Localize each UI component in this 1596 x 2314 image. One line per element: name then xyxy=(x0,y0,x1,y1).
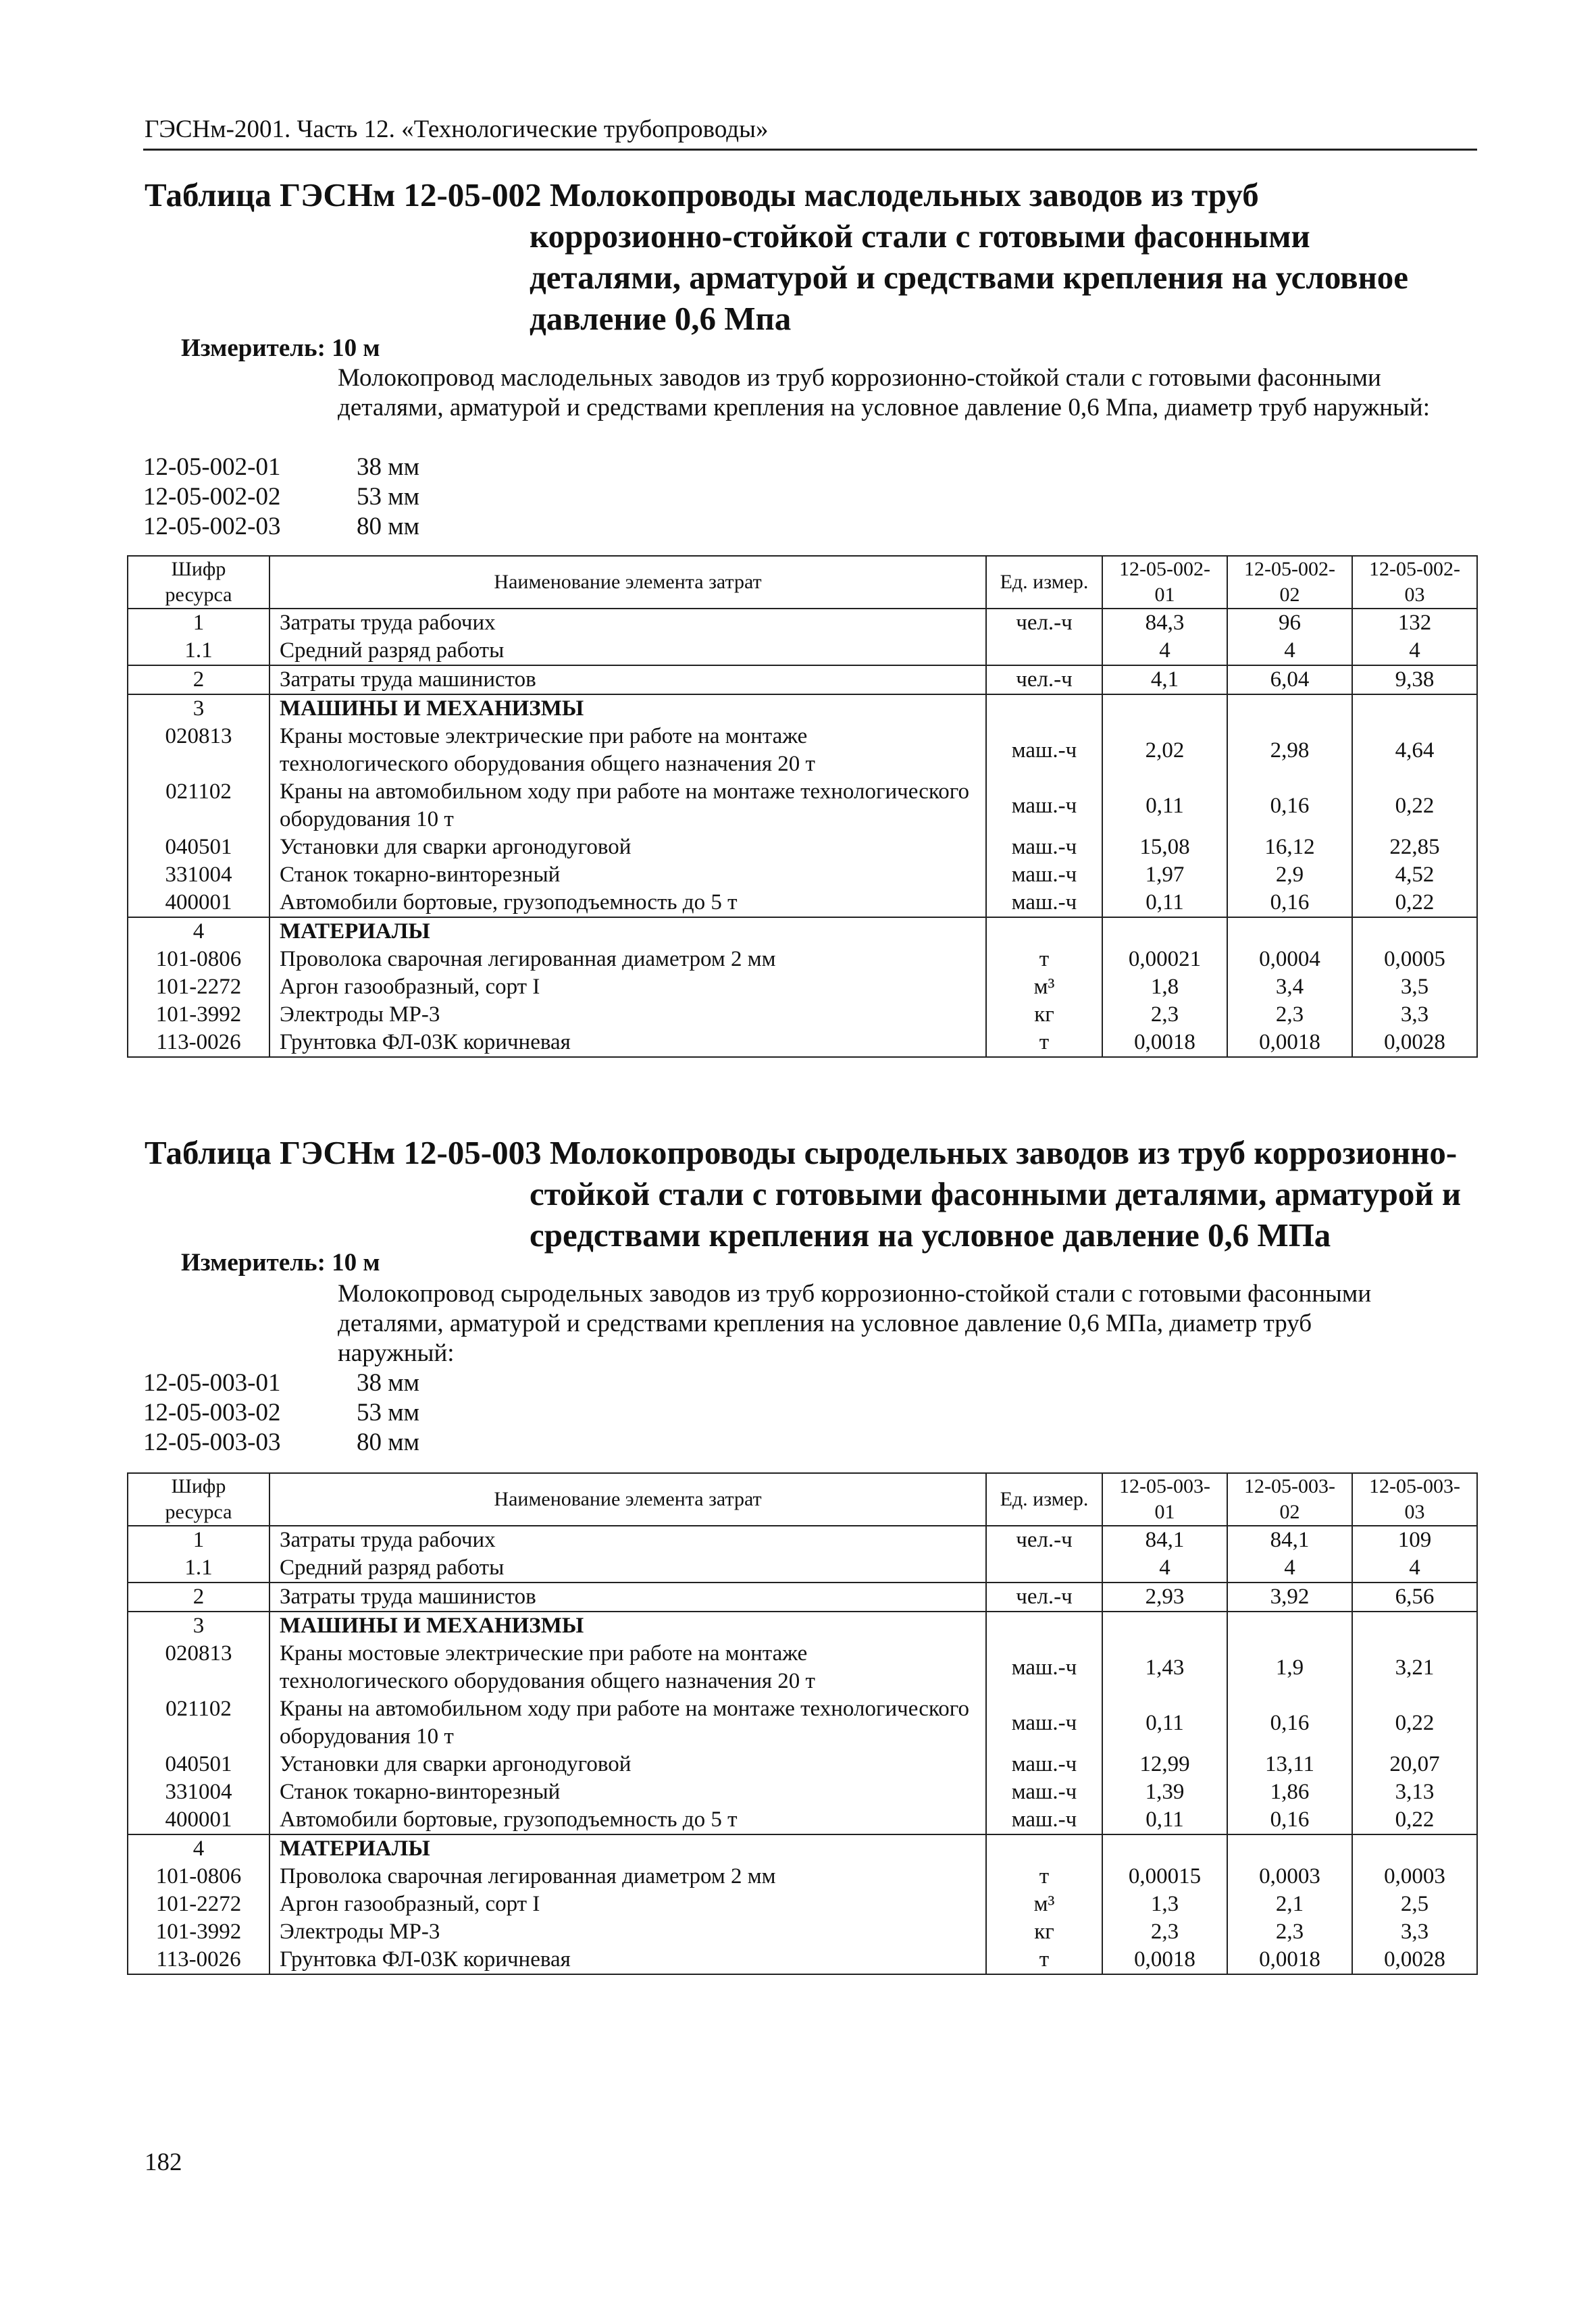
cell-cost-element: Краны мостовые электрические при работе на монтаже технологического оборудования общего назначения 20 т xyxy=(269,1640,986,1695)
description-1: Молокопровод маслодельных заводов из труб коррозионно-стойкой стали с готовыми фасонными деталями, арматурой и средствами крепления на условное давление 0,6 Мпа, диаметр труб наружный: xyxy=(338,364,1430,421)
variant-code: 12-05-003-01 xyxy=(143,1369,281,1397)
cell-unit: т xyxy=(986,946,1102,973)
table-row xyxy=(128,694,1477,723)
cell-cost-element: Грунтовка ФЛ-03К коричневая xyxy=(269,1946,986,1974)
cell-value: 1,9 xyxy=(1227,1640,1352,1695)
cell-value xyxy=(1352,917,1477,946)
cell-resource-code: 3 xyxy=(128,1612,269,1640)
cell-value: 12,99 xyxy=(1102,1751,1227,1778)
cell-value: 84,1 xyxy=(1102,1526,1227,1554)
table-title-2 xyxy=(145,1132,1468,1256)
cell-value: 0,16 xyxy=(1227,889,1352,917)
cell-value: 96 xyxy=(1227,609,1352,637)
cell-unit: маш.-ч xyxy=(986,1778,1102,1806)
cell-resource-code: 3 xyxy=(128,694,269,723)
variant-row xyxy=(143,1398,419,1428)
cell-unit: маш.-ч xyxy=(986,1751,1102,1778)
variant-code: 12-05-002-02 xyxy=(143,483,281,511)
col-code-header: Шифр ресурса xyxy=(128,1473,269,1526)
cell-value: 13,11 xyxy=(1227,1751,1352,1778)
table-row xyxy=(128,1834,1477,1863)
table-row xyxy=(128,833,1477,861)
variant-value: 80 мм xyxy=(357,1429,420,1456)
cell-value: 3,3 xyxy=(1352,1001,1477,1029)
table-row xyxy=(128,889,1477,917)
cell-resource-code: 020813 xyxy=(128,1640,269,1695)
cell-value: 1,8 xyxy=(1102,973,1227,1001)
variant-row xyxy=(143,482,419,512)
cell-value xyxy=(1227,917,1352,946)
cell-resource-code: 113-0026 xyxy=(128,1029,269,1057)
cell-value xyxy=(1227,1612,1352,1640)
cell-cost-element: Краны на автомобильном ходу при работе на монтаже технологического оборудования 10 т xyxy=(269,1695,986,1751)
cell-value: 0,0018 xyxy=(1227,1946,1352,1974)
variants-1 xyxy=(143,453,419,542)
table-title-1-rest: коррозионно-стойкой стали с готовыми фасонными деталями, арматурой и средствами крепления на условное давление 0,6 Мпа xyxy=(530,217,1409,337)
cell-unit: кг xyxy=(986,1918,1102,1946)
table-row xyxy=(128,946,1477,973)
col-variant-header: 12-05-003-01 xyxy=(1102,1473,1227,1526)
cell-unit: чел.-ч xyxy=(986,1583,1102,1612)
col-unit-header: Ед. измер. xyxy=(986,556,1102,609)
cell-value: 0,0003 xyxy=(1227,1863,1352,1891)
table-row xyxy=(128,609,1477,637)
cell-value: 0,11 xyxy=(1102,778,1227,833)
page-number: 182 xyxy=(145,2149,182,2176)
cell-value: 16,12 xyxy=(1227,833,1352,861)
table-row xyxy=(128,1526,1477,1554)
table-title-1 xyxy=(145,174,1468,339)
cell-resource-code: 331004 xyxy=(128,1778,269,1806)
cell-value: 1,3 xyxy=(1102,1891,1227,1918)
table-row xyxy=(128,1029,1477,1057)
cell-unit xyxy=(986,694,1102,723)
cell-value: 1,39 xyxy=(1102,1778,1227,1806)
cell-value: 20,07 xyxy=(1352,1751,1477,1778)
table-row xyxy=(128,1001,1477,1029)
resource-table-2 xyxy=(127,1472,1478,1975)
cell-value: 4 xyxy=(1352,637,1477,665)
cell-cost-element: Затраты труда машинистов xyxy=(269,665,986,694)
cell-resource-code: 021102 xyxy=(128,778,269,833)
cell-value: 4 xyxy=(1227,637,1352,665)
cell-resource-code: 040501 xyxy=(128,833,269,861)
cell-value xyxy=(1352,1612,1477,1640)
col-variant-header: 12-05-003-02 xyxy=(1227,1473,1352,1526)
cell-value: 22,85 xyxy=(1352,833,1477,861)
cell-unit: т xyxy=(986,1946,1102,1974)
col-variant-header: 12-05-003-03 xyxy=(1352,1473,1477,1526)
cell-value: 3,21 xyxy=(1352,1640,1477,1695)
variant-row xyxy=(143,1368,419,1398)
table-row xyxy=(128,723,1477,778)
variants-2 xyxy=(143,1368,419,1458)
cell-cost-element: Электроды МР-3 xyxy=(269,1918,986,1946)
table-row xyxy=(128,1751,1477,1778)
cell-resource-code: 400001 xyxy=(128,889,269,917)
cell-value: 0,11 xyxy=(1102,1695,1227,1751)
cell-resource-code: 400001 xyxy=(128,1806,269,1834)
cell-resource-code: 2 xyxy=(128,665,269,694)
cell-value: 0,16 xyxy=(1227,1695,1352,1751)
col-unit-header: Ед. измер. xyxy=(986,1473,1102,1526)
table-row xyxy=(128,1695,1477,1751)
cell-value xyxy=(1227,694,1352,723)
cell-value: 3,13 xyxy=(1352,1778,1477,1806)
cell-unit: кг xyxy=(986,1001,1102,1029)
cell-cost-element: Установки для сварки аргонодуговой xyxy=(269,833,986,861)
cell-value: 2,3 xyxy=(1227,1918,1352,1946)
cell-value: 4 xyxy=(1102,1554,1227,1583)
cell-cost-element: Аргон газообразный, сорт I xyxy=(269,1891,986,1918)
cell-value: 2,3 xyxy=(1102,1918,1227,1946)
cell-value: 0,22 xyxy=(1352,778,1477,833)
cell-cost-element: Грунтовка ФЛ-03К коричневая xyxy=(269,1029,986,1057)
meter-2-label: Измеритель: xyxy=(181,1249,326,1277)
cell-value: 4 xyxy=(1352,1554,1477,1583)
variant-value: 38 мм xyxy=(357,1369,420,1397)
table-title-1-first: Таблица ГЭСНм 12-05-002 Молокопроводы маслодельных заводов из труб xyxy=(145,176,1259,213)
cell-value: 132 xyxy=(1352,609,1477,637)
col-variant-header: 12-05-002-01 xyxy=(1102,556,1227,609)
cell-value: 2,93 xyxy=(1102,1583,1227,1612)
cell-unit: маш.-ч xyxy=(986,861,1102,889)
col-variant-header: 12-05-002-03 xyxy=(1352,556,1477,609)
cell-unit: т xyxy=(986,1029,1102,1057)
table-row xyxy=(128,1806,1477,1834)
cell-cost-element: МАШИНЫ И МЕХАНИЗМЫ xyxy=(269,694,986,723)
cell-resource-code: 020813 xyxy=(128,723,269,778)
variant-code: 12-05-003-03 xyxy=(143,1429,281,1456)
col-name-header: Наименование элемента затрат xyxy=(269,556,986,609)
cell-unit: маш.-ч xyxy=(986,1695,1102,1751)
cell-cost-element: Установки для сварки аргонодуговой xyxy=(269,1751,986,1778)
cell-unit: м³ xyxy=(986,1891,1102,1918)
variant-row xyxy=(143,1428,419,1458)
cell-resource-code: 021102 xyxy=(128,1695,269,1751)
cell-cost-element: МАТЕРИАЛЫ xyxy=(269,1834,986,1863)
header-rule xyxy=(143,149,1477,151)
cell-cost-element: Средний разряд работы xyxy=(269,637,986,665)
cell-value: 4 xyxy=(1102,637,1227,665)
cell-resource-code: 1.1 xyxy=(128,637,269,665)
resource-table-1 xyxy=(127,555,1478,1058)
meter-1-value: 10 м xyxy=(332,334,380,362)
cell-value: 2,02 xyxy=(1102,723,1227,778)
cell-value: 0,11 xyxy=(1102,889,1227,917)
cell-unit: маш.-ч xyxy=(986,889,1102,917)
cell-resource-code: 101-0806 xyxy=(128,1863,269,1891)
cell-value: 3,5 xyxy=(1352,973,1477,1001)
cell-value: 0,11 xyxy=(1102,1806,1227,1834)
cell-value: 0,22 xyxy=(1352,1695,1477,1751)
cell-unit: маш.-ч xyxy=(986,833,1102,861)
description-2: Молокопровод сыродельных заводов из труб коррозионно-стойкой стали с готовыми фасонными деталями, арматурой и средствами крепления на условное давление 0,6 МПа, диаметр труб наружный: xyxy=(338,1280,1372,1367)
variant-code: 12-05-002-03 xyxy=(143,513,281,540)
cell-resource-code: 101-2272 xyxy=(128,1891,269,1918)
table-row xyxy=(128,1554,1477,1583)
cell-unit: маш.-ч xyxy=(986,1640,1102,1695)
cell-value: 3,3 xyxy=(1352,1918,1477,1946)
cell-value: 1,86 xyxy=(1227,1778,1352,1806)
cell-resource-code: 1.1 xyxy=(128,1554,269,1583)
cell-unit: маш.-ч xyxy=(986,778,1102,833)
cell-value: 0,0018 xyxy=(1227,1029,1352,1057)
col-name-header: Наименование элемента затрат xyxy=(269,1473,986,1526)
running-header: ГЭСНм-2001. Часть 12. «Технологические трубопроводы» xyxy=(145,115,769,143)
cell-cost-element: Краны мостовые электрические при работе на монтаже технологического оборудования общего назначения 20 т xyxy=(269,723,986,778)
cell-cost-element: Аргон газообразный, сорт I xyxy=(269,973,986,1001)
cell-unit xyxy=(986,1612,1102,1640)
cell-value: 0,0028 xyxy=(1352,1029,1477,1057)
table-row xyxy=(128,917,1477,946)
cell-value: 2,98 xyxy=(1227,723,1352,778)
cell-value: 0,16 xyxy=(1227,778,1352,833)
table-row xyxy=(128,1583,1477,1612)
table-row xyxy=(128,1891,1477,1918)
cell-cost-element: Затраты труда рабочих xyxy=(269,609,986,637)
cell-value: 0,0005 xyxy=(1352,946,1477,973)
cell-value: 0,0018 xyxy=(1102,1029,1227,1057)
cell-resource-code: 331004 xyxy=(128,861,269,889)
cell-value xyxy=(1102,694,1227,723)
table-row xyxy=(128,1863,1477,1891)
cell-cost-element: Затраты труда машинистов xyxy=(269,1583,986,1612)
cell-value: 2,3 xyxy=(1102,1001,1227,1029)
table-row xyxy=(128,1946,1477,1974)
col-code-header: Шифр ресурса xyxy=(128,556,269,609)
cell-value: 1,43 xyxy=(1102,1640,1227,1695)
cell-value: 4,52 xyxy=(1352,861,1477,889)
variant-value: 38 мм xyxy=(357,453,420,481)
variant-value: 53 мм xyxy=(357,1399,420,1426)
variant-value: 80 мм xyxy=(357,513,420,540)
cell-value: 84,3 xyxy=(1102,609,1227,637)
cell-resource-code: 1 xyxy=(128,1526,269,1554)
cell-resource-code: 113-0026 xyxy=(128,1946,269,1974)
cell-cost-element: Проволока сварочная легированная диаметром 2 мм xyxy=(269,1863,986,1891)
cell-value: 0,22 xyxy=(1352,1806,1477,1834)
cell-value xyxy=(1352,1834,1477,1863)
cell-unit xyxy=(986,1554,1102,1583)
cell-value: 4 xyxy=(1227,1554,1352,1583)
cell-cost-element: Средний разряд работы xyxy=(269,1554,986,1583)
cell-value: 0,0003 xyxy=(1352,1863,1477,1891)
table-row xyxy=(128,973,1477,1001)
cell-value xyxy=(1102,1834,1227,1863)
table-title-2-rest: стойкой стали с готовыми фасонными деталями, арматурой и средствами крепления на условное давление 0,6 МПа xyxy=(530,1175,1462,1254)
cell-value: 4,1 xyxy=(1102,665,1227,694)
variant-code: 12-05-003-02 xyxy=(143,1399,281,1426)
cell-resource-code: 040501 xyxy=(128,1751,269,1778)
table-row xyxy=(128,1778,1477,1806)
table-row xyxy=(128,861,1477,889)
cell-value: 0,16 xyxy=(1227,1806,1352,1834)
cell-resource-code: 101-3992 xyxy=(128,1918,269,1946)
variant-row xyxy=(143,512,419,542)
cell-value: 6,04 xyxy=(1227,665,1352,694)
table-row xyxy=(128,778,1477,833)
cell-cost-element: Электроды МР-3 xyxy=(269,1001,986,1029)
cell-value: 9,38 xyxy=(1352,665,1477,694)
cell-resource-code: 4 xyxy=(128,917,269,946)
variant-value: 53 мм xyxy=(357,483,420,511)
cell-value xyxy=(1227,1834,1352,1863)
cell-cost-element: Станок токарно-винторезный xyxy=(269,1778,986,1806)
cell-unit: чел.-ч xyxy=(986,665,1102,694)
cell-value: 84,1 xyxy=(1227,1526,1352,1554)
cell-resource-code: 101-0806 xyxy=(128,946,269,973)
cell-value: 15,08 xyxy=(1102,833,1227,861)
cell-cost-element: Автомобили бортовые, грузоподъемность до 5 т xyxy=(269,1806,986,1834)
table-row xyxy=(128,637,1477,665)
table-header-row xyxy=(128,1473,1477,1526)
cell-value: 3,92 xyxy=(1227,1583,1352,1612)
cell-resource-code: 2 xyxy=(128,1583,269,1612)
cell-resource-code: 101-2272 xyxy=(128,973,269,1001)
table-row xyxy=(128,1640,1477,1695)
cell-value: 0,0028 xyxy=(1352,1946,1477,1974)
cell-unit xyxy=(986,917,1102,946)
cell-unit: м³ xyxy=(986,973,1102,1001)
cell-unit xyxy=(986,637,1102,665)
cell-value xyxy=(1102,917,1227,946)
cell-cost-element: Затраты труда рабочих xyxy=(269,1526,986,1554)
cell-unit: маш.-ч xyxy=(986,1806,1102,1834)
cell-cost-element: МАТЕРИАЛЫ xyxy=(269,917,986,946)
variant-code: 12-05-002-01 xyxy=(143,453,281,481)
col-variant-header: 12-05-002-02 xyxy=(1227,556,1352,609)
cell-cost-element: МАШИНЫ И МЕХАНИЗМЫ xyxy=(269,1612,986,1640)
cell-unit: чел.-ч xyxy=(986,1526,1102,1554)
cell-unit: т xyxy=(986,1863,1102,1891)
cell-cost-element: Станок токарно-винторезный xyxy=(269,861,986,889)
cell-value xyxy=(1352,694,1477,723)
cell-unit: маш.-ч xyxy=(986,723,1102,778)
cell-value: 2,1 xyxy=(1227,1891,1352,1918)
variant-row xyxy=(143,453,419,482)
cell-value: 6,56 xyxy=(1352,1583,1477,1612)
table-title-2-first: Таблица ГЭСНм 12-05-003 Молокопроводы сыродельных заводов из труб коррозионно- xyxy=(145,1134,1458,1171)
table-header-row xyxy=(128,556,1477,609)
cell-value: 1,97 xyxy=(1102,861,1227,889)
cell-value: 2,5 xyxy=(1352,1891,1477,1918)
cell-cost-element: Краны на автомобильном ходу при работе на монтаже технологического оборудования 10 т xyxy=(269,778,986,833)
cell-value: 0,0018 xyxy=(1102,1946,1227,1974)
meter-2 xyxy=(181,1248,380,1277)
cell-value: 2,9 xyxy=(1227,861,1352,889)
cell-resource-code: 101-3992 xyxy=(128,1001,269,1029)
table-row xyxy=(128,1918,1477,1946)
meter-1-label: Измеритель: xyxy=(181,334,326,362)
table-row xyxy=(128,665,1477,694)
cell-value: 0,0004 xyxy=(1227,946,1352,973)
cell-cost-element: Проволока сварочная легированная диаметром 2 мм xyxy=(269,946,986,973)
meter-2-value: 10 м xyxy=(332,1249,380,1277)
cell-value: 3,4 xyxy=(1227,973,1352,1001)
cell-unit xyxy=(986,1834,1102,1863)
meter-1 xyxy=(181,334,380,363)
cell-value: 0,00015 xyxy=(1102,1863,1227,1891)
cell-unit: чел.-ч xyxy=(986,609,1102,637)
cell-value: 4,64 xyxy=(1352,723,1477,778)
cell-resource-code: 4 xyxy=(128,1834,269,1863)
table-row xyxy=(128,1612,1477,1640)
cell-cost-element: Автомобили бортовые, грузоподъемность до 5 т xyxy=(269,889,986,917)
cell-value xyxy=(1102,1612,1227,1640)
cell-value: 0,00021 xyxy=(1102,946,1227,973)
cell-value: 2,3 xyxy=(1227,1001,1352,1029)
cell-resource-code: 1 xyxy=(128,609,269,637)
cell-value: 0,22 xyxy=(1352,889,1477,917)
cell-value: 109 xyxy=(1352,1526,1477,1554)
